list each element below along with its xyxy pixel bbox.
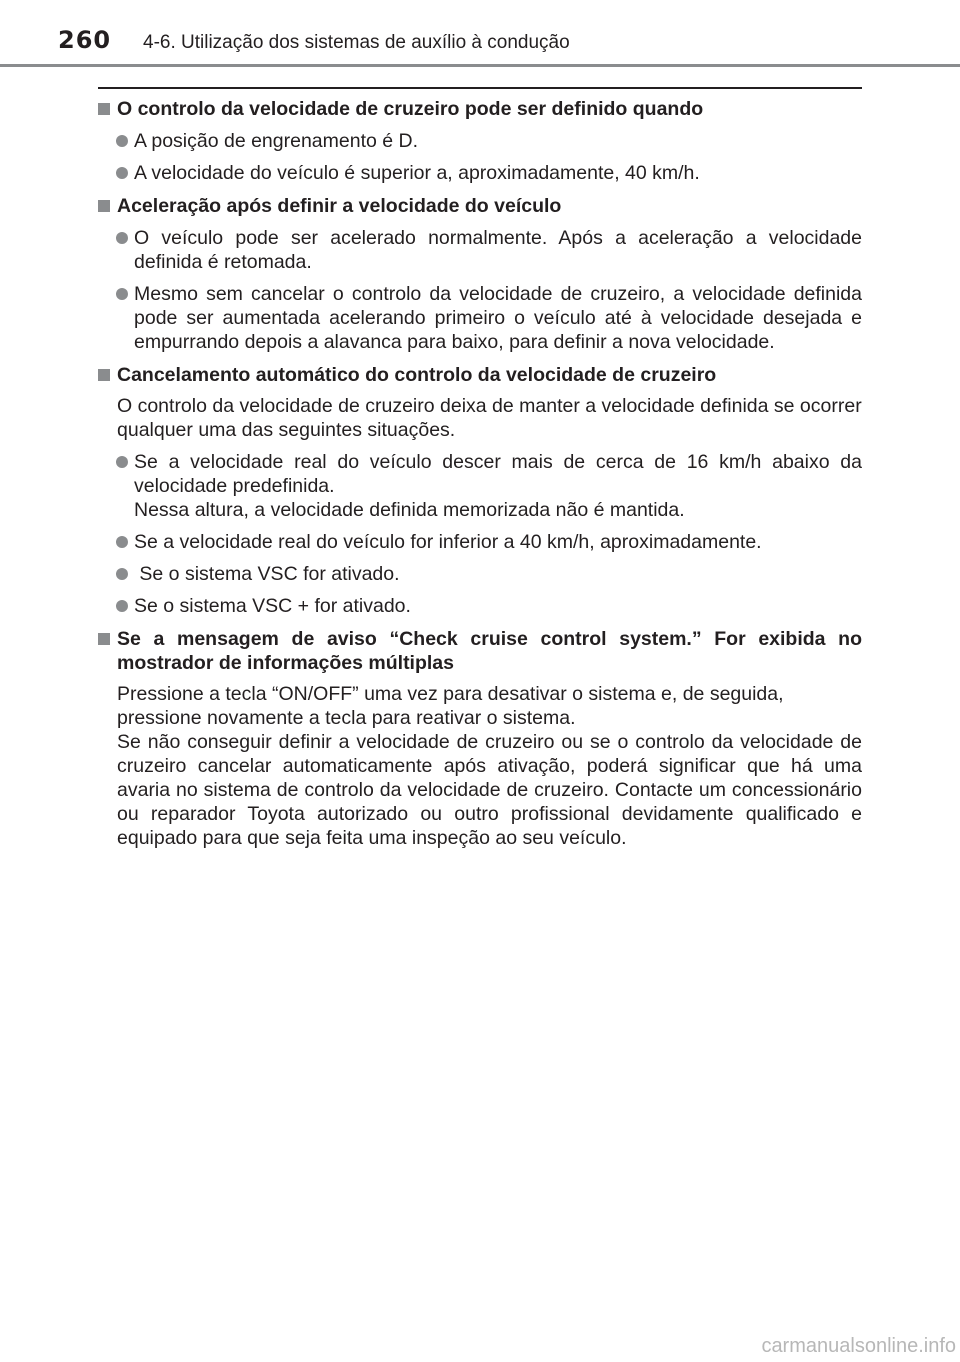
paragraph-text: Pressione a tecla “ON/OFF” uma vez para desativar o sistema e, de seguida, pressione novamente a tecla para reativar o sistema. <box>117 683 784 729</box>
list-item <box>98 562 862 586</box>
list-item <box>98 226 862 274</box>
round-bullet-icon <box>116 232 128 244</box>
list-item-text: A posição de engrenamento é D. <box>134 130 419 152</box>
square-bullet-icon <box>98 200 110 212</box>
square-bullet-icon <box>98 633 110 645</box>
list-item-text: Mesmo sem cancelar o controlo da velocidade de cruzeiro, a velocidade definida pode ser aumentada acelerando primeiro o veículo até à velocidade desejada e empurrando depois a alavanca para baixo, para definir a nova velocidade. <box>134 283 862 353</box>
list-item <box>98 129 862 153</box>
list-item <box>98 450 862 522</box>
section-intro: O controlo da velocidade de cruzeiro deixa de manter a velocidade definida se ocorrer qualquer uma das seguintes situações. <box>117 395 862 441</box>
watermark-text: carmanualsonline.info <box>761 1335 956 1357</box>
square-bullet-icon <box>98 103 110 115</box>
chapter-title: 4-6. Utilização dos sistemas de auxílio à condução <box>143 32 570 53</box>
round-bullet-icon <box>116 135 128 147</box>
section-heading-text: Se a mensagem de aviso “Check cruise control system.” For exibida no mostrador de informações múltiplas <box>117 628 862 674</box>
section-acceleration <box>98 194 862 354</box>
round-bullet-icon <box>116 288 128 300</box>
section-heading <box>98 627 862 675</box>
round-bullet-icon <box>116 167 128 179</box>
list-item <box>98 282 862 354</box>
list-item-note: Nessa altura, a velocidade definida memorizada não é mantida. <box>134 499 685 521</box>
page-number: 260 <box>58 26 112 54</box>
section-heading-text: O controlo da velocidade de cruzeiro pode ser definido quando <box>117 98 704 120</box>
round-bullet-icon <box>116 456 128 468</box>
round-bullet-icon <box>116 600 128 612</box>
list-item-text: O veículo pode ser acelerado normalmente. Após a aceleração a velocidade definida é retomada. <box>134 227 862 273</box>
section-paragraph <box>98 682 862 850</box>
section-automatic-cancel <box>98 363 862 618</box>
section-heading <box>98 363 862 387</box>
paragraph-text: Se não conseguir definir a velocidade de cruzeiro ou se o controlo da velocidade de cruzeiro cancelar automaticamente após ativação, poderá significar que há uma avaria no sistema de controlo da velocidade de cruzeiro. Contacte um concessionário ou reparador Toyota autorizado ou outro profissional devidamente qualificado e equipado para que seja feita uma inspeção ao seu veículo. <box>117 731 862 849</box>
page-content <box>98 94 862 850</box>
section-heading <box>98 194 862 218</box>
square-bullet-icon <box>98 369 110 381</box>
page-header <box>0 0 960 66</box>
round-bullet-icon <box>116 568 128 580</box>
section-warning-message <box>98 627 862 850</box>
list-item <box>98 530 862 554</box>
header-rule <box>0 64 960 67</box>
section-heading <box>98 97 862 121</box>
list-item <box>98 594 862 618</box>
list-item-text: A velocidade do veículo é superior a, aproximadamente, 40 km/h. <box>134 162 700 184</box>
list-item-text: Se o sistema VSC for ativado. <box>134 563 400 585</box>
section-cruise-conditions <box>98 97 862 185</box>
section-heading-text: Aceleração após definir a velocidade do veículo <box>117 195 562 217</box>
list-item-text: Se o sistema VSC + for ativado. <box>134 595 411 617</box>
list-item-text: Se a velocidade real do veículo for inferior a 40 km/h, aproximadamente. <box>134 531 762 553</box>
round-bullet-icon <box>116 536 128 548</box>
list-item <box>98 161 862 185</box>
section-heading-text: Cancelamento automático do controlo da velocidade de cruzeiro <box>117 364 717 386</box>
section-top-rule <box>98 87 862 89</box>
list-item-text: Se a velocidade real do veículo descer mais de cerca de 16 km/h abaixo da velocidade predefinida. <box>134 451 862 497</box>
